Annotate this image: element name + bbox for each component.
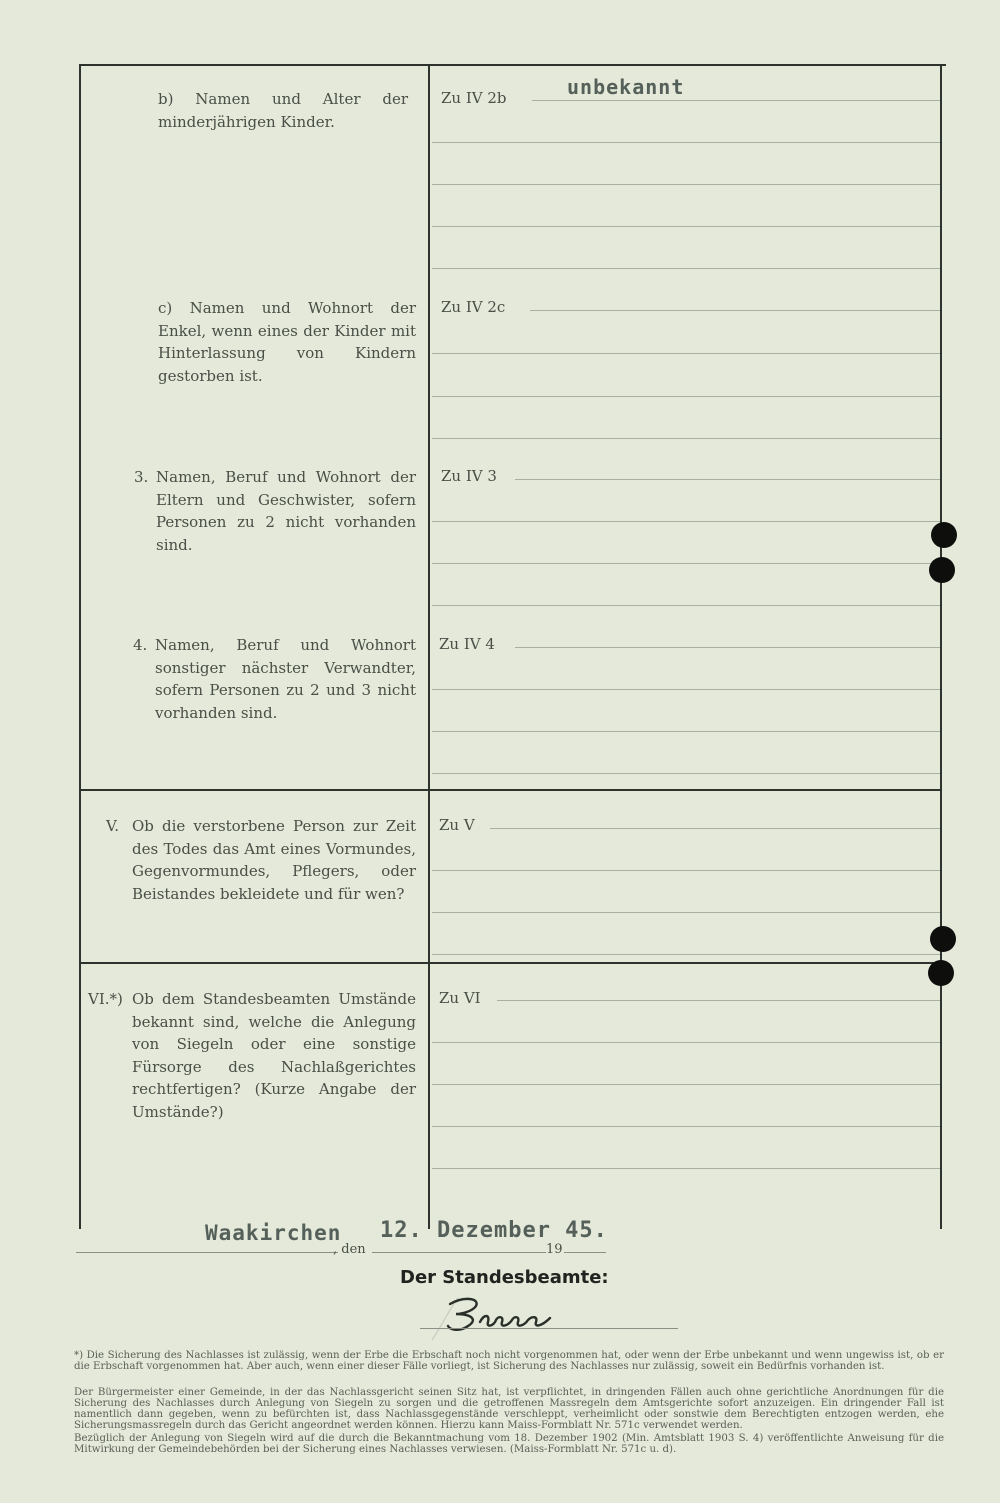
- typed-answer-iv-2b: unbekannt: [567, 75, 685, 99]
- table-left-border: [79, 64, 81, 1229]
- answer-label-vi: Zu VI: [439, 989, 481, 1007]
- answer-line: [432, 396, 940, 397]
- answer-line: [432, 689, 940, 690]
- answer-line: [432, 870, 940, 871]
- table-right-border: [940, 64, 942, 1229]
- question-number: VI.*): [88, 990, 123, 1008]
- official-title-stamp: Der Standesbeamte:: [400, 1267, 609, 1288]
- footnote-1: *) Die Sicherung des Nachlasses ist zulässig, wenn der Erbe die Erbschaft noch nicht vorgenommen hat, oder wenn der Erbe unbekannt und wenn ungewiss ist, ob er die Erbschaft vorgenommen hat. Aber auch, wenn einer dieser Fälle vorliegt, ist Sicherung des Nachlasses nur zulässig, soweit ein Bedürfnis vorhanden ist.: [74, 1350, 944, 1372]
- footnote-3: Bezüglich der Anlegung von Siegeln wird auf die durch die Bekanntmachung vom 18. Dezember 1902 (Min. Amtsblatt 1903 S. 4) veröffentlichte Anweisung für die Mitwirkung der Gemeindebehörden bei der Sicherung eines Nachlasses verwiesen. (Maiss-Formblatt Nr. 571c u. d).: [74, 1433, 944, 1455]
- answer-line: [515, 647, 940, 648]
- year-line: [564, 1252, 606, 1253]
- question-v: [106, 815, 416, 905]
- place-line: [76, 1252, 338, 1253]
- typed-date: 12. Dezember 45.: [380, 1218, 608, 1243]
- table-top-border: [80, 64, 946, 66]
- answer-label-iv-4: Zu IV 4: [439, 635, 495, 653]
- answer-line: [432, 353, 940, 354]
- question-number: V.: [106, 817, 119, 835]
- answer-line: [432, 521, 940, 522]
- footnote-2: Der Bürgermeister einer Gemeinde, in der das Nachlassgericht seinen Sitz hat, ist verpflichtet, in dringenden Fällen auch ohne gerichtliche Anordnungen für die Sicherung des Nachlasses durch Anlegung von Siegeln zu sorgen und die getroffenen Massregeln dem Amtsgerichte sofort anzuzeigen. Ein dringender Fall ist namentlich dann gegeben, wenn zu befürchten ist, dass Nachlassgegenstände verschleppt, verheimlicht oder sonstwie dem Berechtigten entzogen werden, ehe Sicherungsmassregeln durch das Gericht angeordnet werden können. Hierzu kann Maiss-Formblatt Nr. 571c verwendet werden.: [74, 1387, 944, 1431]
- answer-line: [432, 773, 940, 774]
- answer-line: [432, 912, 940, 913]
- question-iv-2b: [158, 88, 408, 133]
- answer-line: [432, 184, 940, 185]
- answer-line: [515, 479, 940, 480]
- answer-line: [432, 731, 940, 732]
- question-text: Namen, Beruf und Wohnort der Eltern und Geschwister, sofern Personen zu 2 nicht vorhanden sind.: [156, 468, 416, 554]
- question-vi: [88, 988, 416, 1123]
- question-iv-3: [134, 466, 416, 556]
- question-text: Ob die verstorbene Person zur Zeit des Todes das Amt eines Vormundes, Gegenvormundes, Pflegers, oder Beistandes bekleidete und für wen?: [132, 817, 416, 903]
- answer-line: [432, 954, 940, 955]
- question-text: Ob dem Standesbeamten Umstände bekannt sind, welche die Anlegung von Siegeln oder eine sonstige Fürsorge des Nachlaßgerichtes rechtfertigen? (Kurze Angabe der Umstände?): [132, 990, 416, 1121]
- answer-line: [432, 605, 940, 606]
- question-number: 3.: [134, 468, 149, 486]
- punch-hole: [928, 960, 954, 986]
- answer-line: [432, 226, 940, 227]
- answer-line: [490, 828, 940, 829]
- question-text: b) Namen und Alter der minderjährigen Kinder.: [158, 90, 408, 131]
- answer-line: [432, 1126, 940, 1127]
- question-iv-4: [133, 634, 416, 724]
- punch-hole: [929, 557, 955, 583]
- answer-line: [432, 268, 940, 269]
- question-text: c) Namen und Wohnort der Enkel, wenn eines der Kinder mit Hinterlassung von Kindern gestorben ist.: [158, 299, 416, 385]
- question-iv-2c: [158, 297, 416, 387]
- answer-line: [530, 310, 940, 311]
- answer-line: [432, 563, 940, 564]
- answer-label-iv-2c: Zu IV 2c: [441, 298, 506, 316]
- den-label: , den: [333, 1242, 366, 1257]
- year-prefix: 19: [546, 1242, 563, 1257]
- answer-line: [432, 142, 940, 143]
- answer-label-iv-2b: Zu IV 2b: [441, 89, 507, 107]
- answer-line: [432, 438, 940, 439]
- question-number: 4.: [133, 636, 148, 654]
- table-center-divider: [428, 64, 430, 1229]
- section-divider-iv-v: [80, 789, 940, 791]
- answer-line: [432, 1084, 940, 1085]
- date-line: [372, 1252, 546, 1253]
- signature-line: [420, 1328, 678, 1329]
- answer-line: [432, 1168, 940, 1169]
- question-text: Namen, Beruf und Wohnort sonstiger nächster Verwandter, sofern Personen zu 2 und 3 nicht vorhanden sind.: [155, 636, 416, 722]
- answer-label-v: Zu V: [439, 816, 475, 834]
- section-divider-v-vi: [80, 962, 940, 964]
- answer-line: [532, 100, 940, 101]
- handwritten-signature: [420, 1292, 590, 1344]
- typed-place: Waakirchen: [205, 1221, 342, 1245]
- answer-line: [432, 1042, 940, 1043]
- punch-hole: [930, 926, 956, 952]
- answer-line: [497, 1000, 940, 1001]
- punch-hole: [931, 522, 957, 548]
- answer-label-iv-3: Zu IV 3: [441, 467, 497, 485]
